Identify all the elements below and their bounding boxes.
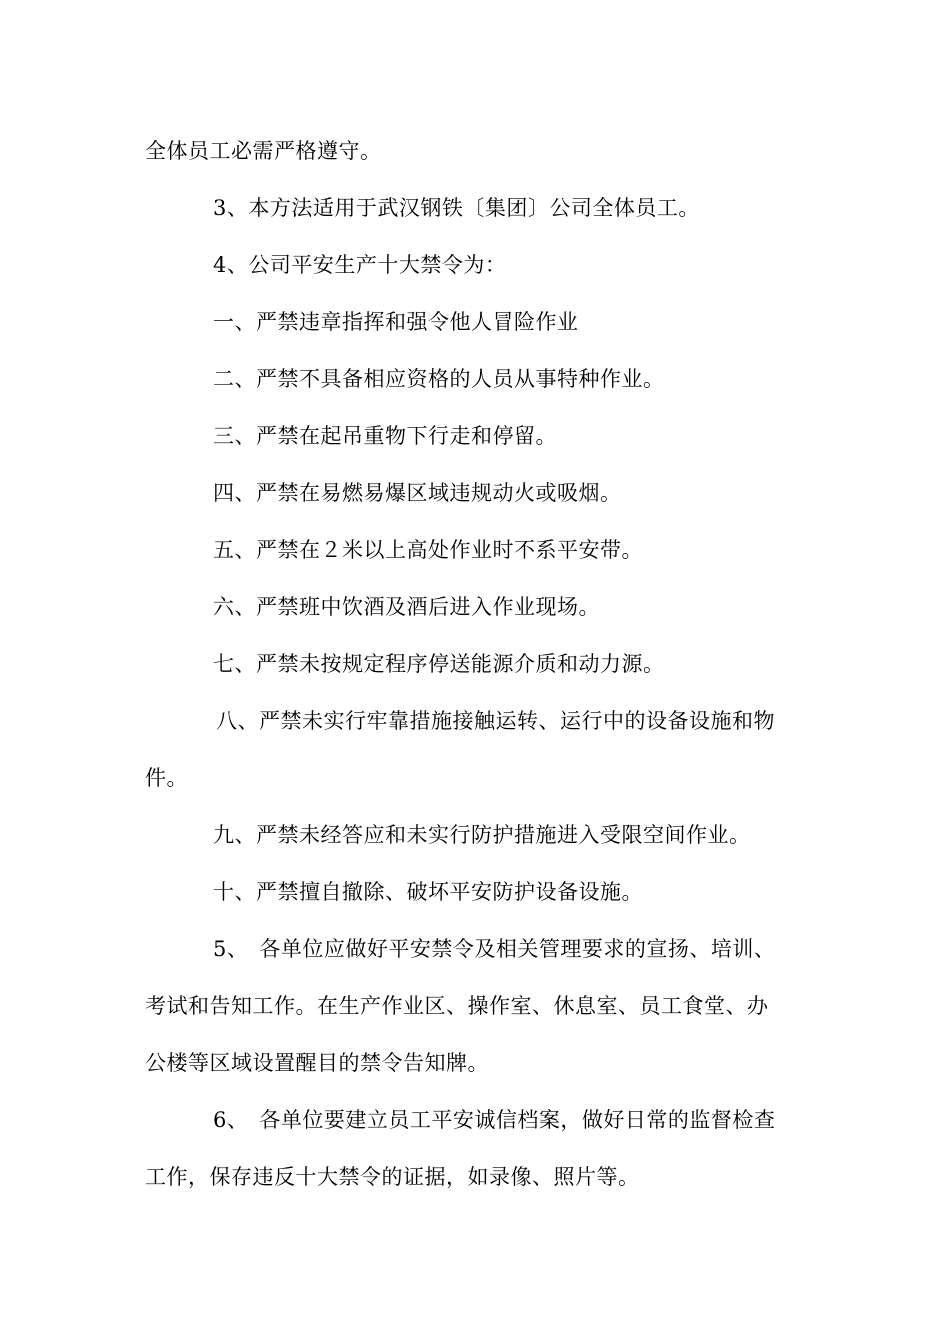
paragraph-line: 全体员工必需严格遵守。 — [145, 139, 382, 163]
prohibition-item-4: 四、严禁在易燃易爆区域违规动火或吸烟。 — [213, 481, 622, 505]
prohibition-item-3: 三、严禁在起吊重物下行走和停留。 — [213, 424, 557, 448]
paragraph-line: 3、本方法适用于武汉钢铁〔集团〕公司全体员工。 — [213, 196, 700, 220]
prohibition-item-8: 八、严禁未实行牢靠措施接触运转、运行中的设备设施和物 — [216, 709, 775, 733]
paragraph-line: 4、公司平安生产十大禁令为： — [213, 253, 507, 277]
paragraph-line: 6、 各单位要建立员工平安诚信档案，做好日常的监督检查 — [213, 1108, 776, 1132]
paragraph-line: 工作，保存违反十大禁令的证据，如录像、照片等。 — [145, 1165, 640, 1189]
paragraph-line: 5、 各单位应做好平安禁令及相关管理要求的宣扬、培训、 — [213, 937, 776, 961]
prohibition-item-7: 七、严禁未按规定程序停送能源介质和动力源。 — [213, 652, 665, 676]
prohibition-item-6: 六、严禁班中饮酒及酒后进入作业现场。 — [213, 595, 600, 619]
prohibition-item-5: 五、严禁在２米以上高处作业时不系平安带。 — [213, 538, 643, 562]
prohibition-item-10: 十、严禁擅自撤除、破坏平安防护设备设施。 — [213, 880, 643, 904]
paragraph-line: 考试和告知工作。在生产作业区、操作室、休息室、员工食堂、办 — [145, 994, 769, 1018]
prohibition-item-9: 九、严禁未经答应和未实行防护措施进入受限空间作业。 — [213, 823, 751, 847]
prohibition-item-2: 二、严禁不具备相应资格的人员从事特种作业。 — [213, 367, 665, 391]
prohibition-item-1: 一、严禁违章指挥和强令他人冒险作业 — [213, 310, 579, 334]
paragraph-line: 公楼等区域设置醒目的禁令告知牌。 — [145, 1051, 489, 1075]
paragraph-line: 件。 — [145, 766, 188, 790]
